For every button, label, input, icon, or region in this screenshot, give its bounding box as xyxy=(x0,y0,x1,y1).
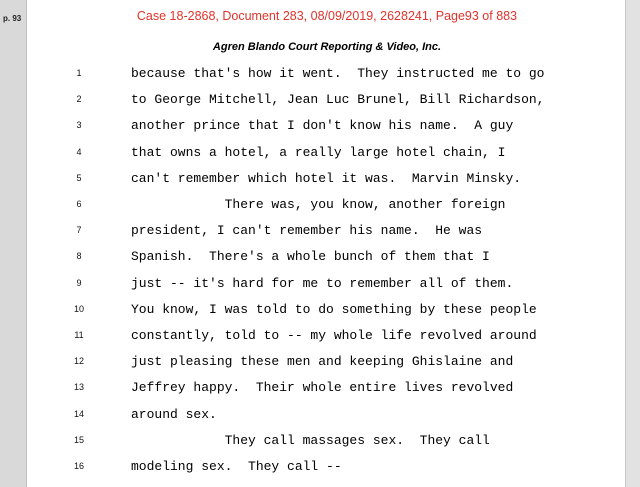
line-text: to George Mitchell, Jean Luc Brunel, Bill Richardson, xyxy=(131,92,545,108)
line-number: 7 xyxy=(76,225,82,236)
line-number: 14 xyxy=(73,408,84,419)
line-text: You know, I was told to do something by these people xyxy=(131,301,537,317)
line-number: 15 xyxy=(73,434,84,445)
transcript-line xyxy=(27,197,627,217)
line-number: 11 xyxy=(74,330,84,340)
line-text: around sex. xyxy=(131,406,217,422)
transcript-line xyxy=(27,407,627,427)
line-text: another prince that I don't know his name. A guy xyxy=(131,118,514,134)
transcript-line xyxy=(27,66,627,86)
transcript-line xyxy=(27,249,627,269)
transcript-line xyxy=(27,302,627,322)
line-text: because that's how it went. They instructed me to go xyxy=(131,66,545,81)
transcript-line xyxy=(27,118,627,138)
page-number-label: p. 93 xyxy=(3,14,22,23)
line-number: 16 xyxy=(73,461,84,471)
line-text: Spanish. There's a whole bunch of them that I xyxy=(131,249,490,265)
firm-header: Agren Blando Court Reporting & Video, Inc. xyxy=(212,41,442,53)
line-number: 1 xyxy=(76,68,82,78)
transcript-line xyxy=(27,459,627,479)
line-text: There was, you know, another foreign xyxy=(131,197,506,212)
line-text: Jeffrey happy. Their whole entire lives revolved xyxy=(131,380,514,396)
transcript-line xyxy=(27,171,627,191)
transcript-line xyxy=(27,433,627,453)
transcript-line xyxy=(27,145,627,165)
line-number: 13 xyxy=(73,382,84,393)
transcript-line xyxy=(27,92,627,112)
scrollbar[interactable] xyxy=(625,0,640,487)
transcript-page xyxy=(26,0,628,487)
line-text: They call massages sex. They call xyxy=(131,432,490,448)
line-text: president, I can't remember his name. He was xyxy=(131,223,483,239)
transcript-line xyxy=(27,223,627,243)
case-header: Case 18-2868, Document 283, 08/09/2019, 2628241, Page93 of 883 xyxy=(136,9,518,23)
transcript-line xyxy=(27,328,627,348)
line-number: 3 xyxy=(76,120,82,131)
line-text: just pleasing these men and keeping Ghislaine and xyxy=(131,354,514,370)
line-number: 9 xyxy=(76,277,82,288)
line-text: that owns a hotel, a really large hotel chain, I xyxy=(131,144,506,160)
line-number: 5 xyxy=(76,172,82,183)
line-text: just -- it's hard for me to remember all of them. xyxy=(131,275,514,291)
line-number: 2 xyxy=(76,94,82,105)
line-number: 12 xyxy=(73,356,84,367)
line-number: 10 xyxy=(73,303,84,314)
line-number: 6 xyxy=(76,199,82,209)
line-text: constantly, told to -- my whole life revolved around xyxy=(131,328,537,343)
line-number: 8 xyxy=(76,251,82,262)
transcript-line xyxy=(27,354,627,374)
line-text: can't remember which hotel it was. Marvin Minsky. xyxy=(131,170,522,186)
transcript-line xyxy=(27,276,627,296)
line-text: modeling sex. They call -- xyxy=(131,459,342,474)
transcript-line xyxy=(27,380,627,400)
line-number: 4 xyxy=(76,146,82,157)
